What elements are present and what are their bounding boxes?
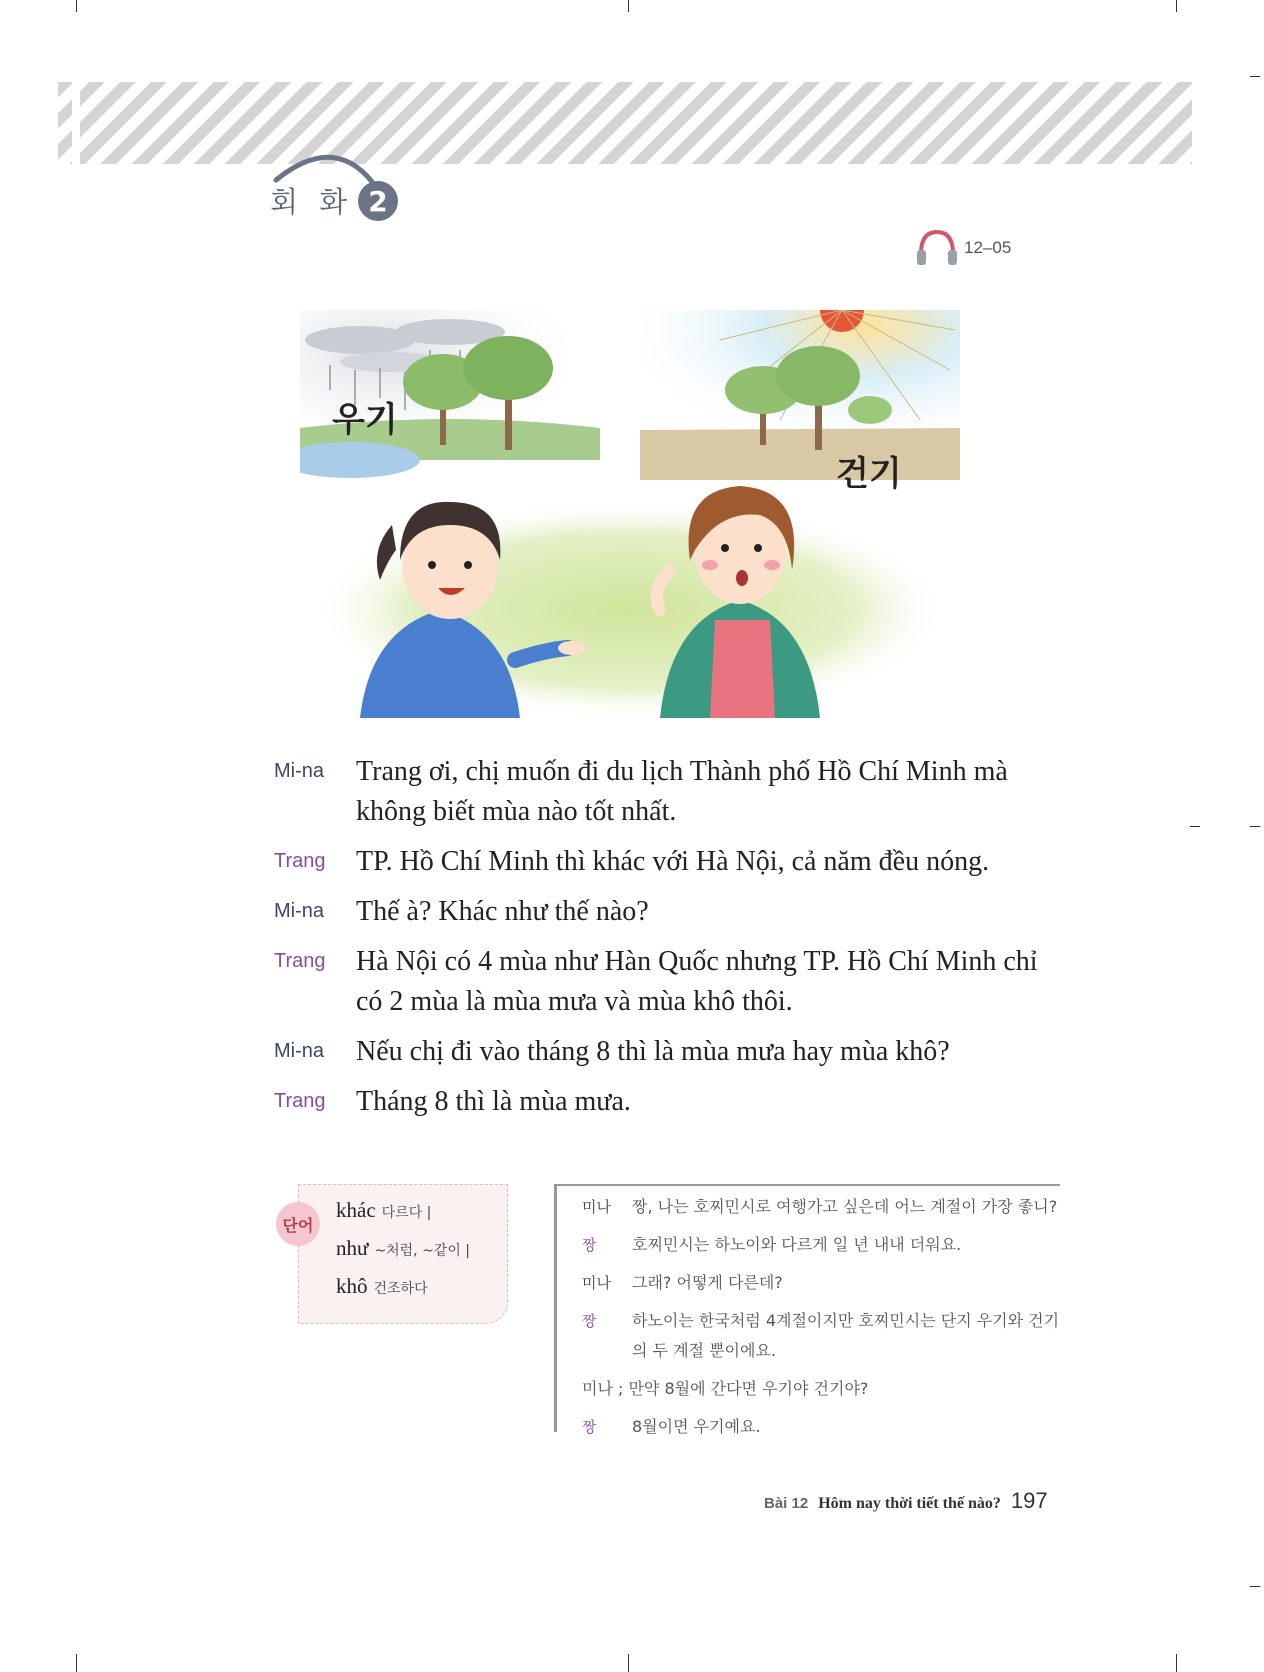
crop-mark [628,1654,629,1672]
section-title: 회 화 [270,185,354,219]
speaker-name: Mi-na [274,760,325,782]
vocabulary-item [336,1236,470,1274]
speaker-name: Mi-na [274,1040,325,1062]
dialogue-text: Thế à? Khác như thế nào? [356,896,649,927]
dry-season-label: 건기 [836,454,902,494]
translation-speaker: 짱 [582,1418,597,1436]
dialogue-line [274,1082,1074,1122]
vocabulary-meaning: 건조하다 [373,1281,428,1297]
dialogue-text: Tháng 8 thì là mùa mưa. [356,1086,631,1117]
translation-text: 하노이는 한국처럼 4계절이지만 호찌민시는 단지 우기와 건기의 두 계절 뿐이에요. [632,1311,1060,1360]
vocabulary-badge: 단어 [276,1202,320,1246]
crop-mark [1190,826,1200,827]
footer-lesson: Bài 12 [764,1495,809,1512]
crop-mark [76,1654,77,1672]
illustration-scene [300,310,960,718]
translation-left-rule [554,1184,557,1432]
translation-top-rule [556,1184,1060,1186]
dialogue-line [274,1032,1074,1072]
translation-text: 호찌민시는 하노이와 다르게 일 년 내내 더워요. [632,1235,962,1254]
translation-speaker: 미나 [582,1198,611,1216]
vocabulary-list [336,1198,470,1312]
audio-track-code: 12–05 [964,238,1012,257]
header-stripe-gap [72,82,80,164]
dialogue-text: TP. Hồ Chí Minh thì khác với Hà Nội, cả năm đều nóng. [356,846,990,877]
translation-speaker: 짱 [582,1312,597,1330]
footer-lesson-title: Hôm nay thời tiết thế nào? [818,1495,1001,1512]
translation-speaker: 짱 [582,1236,597,1254]
header-stripe-band [58,82,1192,164]
speaker-name: Trang [274,850,326,872]
translation-text: 미나 ; 만약 8월에 간다면 우기야 건기야? [582,1379,869,1398]
audio-track[interactable] [914,228,1011,268]
speaker-name: Trang [274,1090,326,1112]
crop-mark [1250,76,1260,77]
vocabulary-word: khác [336,1198,376,1222]
section-number-badge: 2 [358,181,398,221]
crop-mark [76,0,77,12]
dialogue [274,752,1074,1132]
vocabulary-word: như [336,1236,369,1260]
dialogue-line [274,752,1074,832]
dialogue-text: Nếu chị đi vào tháng 8 thì là mùa mưa hay mùa khô? [356,1036,950,1067]
page-number: 197 [1010,1488,1048,1513]
rainy-season-label: 우기 [332,400,398,440]
crop-mark [1176,1654,1177,1672]
translation-row [582,1230,1068,1260]
translation-text: 그래? 어떻게 다른데? [632,1273,783,1292]
translation-text: 8월이면 우기예요. [632,1417,761,1436]
translation-row [582,1192,1068,1222]
dialogue-line [274,892,1074,932]
vocabulary-meaning: ~처럼, ~같이 | [374,1243,471,1259]
translation-row [582,1412,1068,1442]
crop-mark [1250,826,1260,827]
vocabulary-word: khô [336,1274,368,1298]
dialogue-line [274,842,1074,882]
translation-speaker: 미나 [582,1274,611,1292]
translation-text: 짱, 나는 호찌민시로 여행가고 싶은데 어느 계절이 가장 좋니? [632,1197,1058,1216]
speaker-name: Mi-na [274,900,325,922]
headphones-icon [914,228,960,268]
conversation-illustration [300,310,960,718]
dialogue-text: Trang ơi, chị muốn đi du lịch Thành phố Hồ Chí Minh mà không biết mùa nào tốt nhất. [356,756,1008,827]
crop-mark [628,0,629,12]
page-footer [764,1488,1048,1514]
korean-translation [582,1192,1068,1450]
translation-row [582,1268,1068,1298]
translation-row [582,1306,1068,1366]
speaker-name: Trang [274,950,326,972]
vocabulary-meaning: 다르다 | [381,1205,432,1221]
translation-row [582,1374,1068,1404]
vocabulary-item [336,1274,470,1312]
vocabulary-item [336,1198,470,1236]
dialogue-line [274,942,1074,1022]
crop-mark [1250,1586,1260,1587]
crop-mark [1176,0,1177,12]
dialogue-text: Hà Nội có 4 mùa như Hàn Quốc nhưng TP. Hồ Chí Minh chỉ có 2 mùa là mùa mưa và mùa khô thôi. [356,946,1038,1017]
